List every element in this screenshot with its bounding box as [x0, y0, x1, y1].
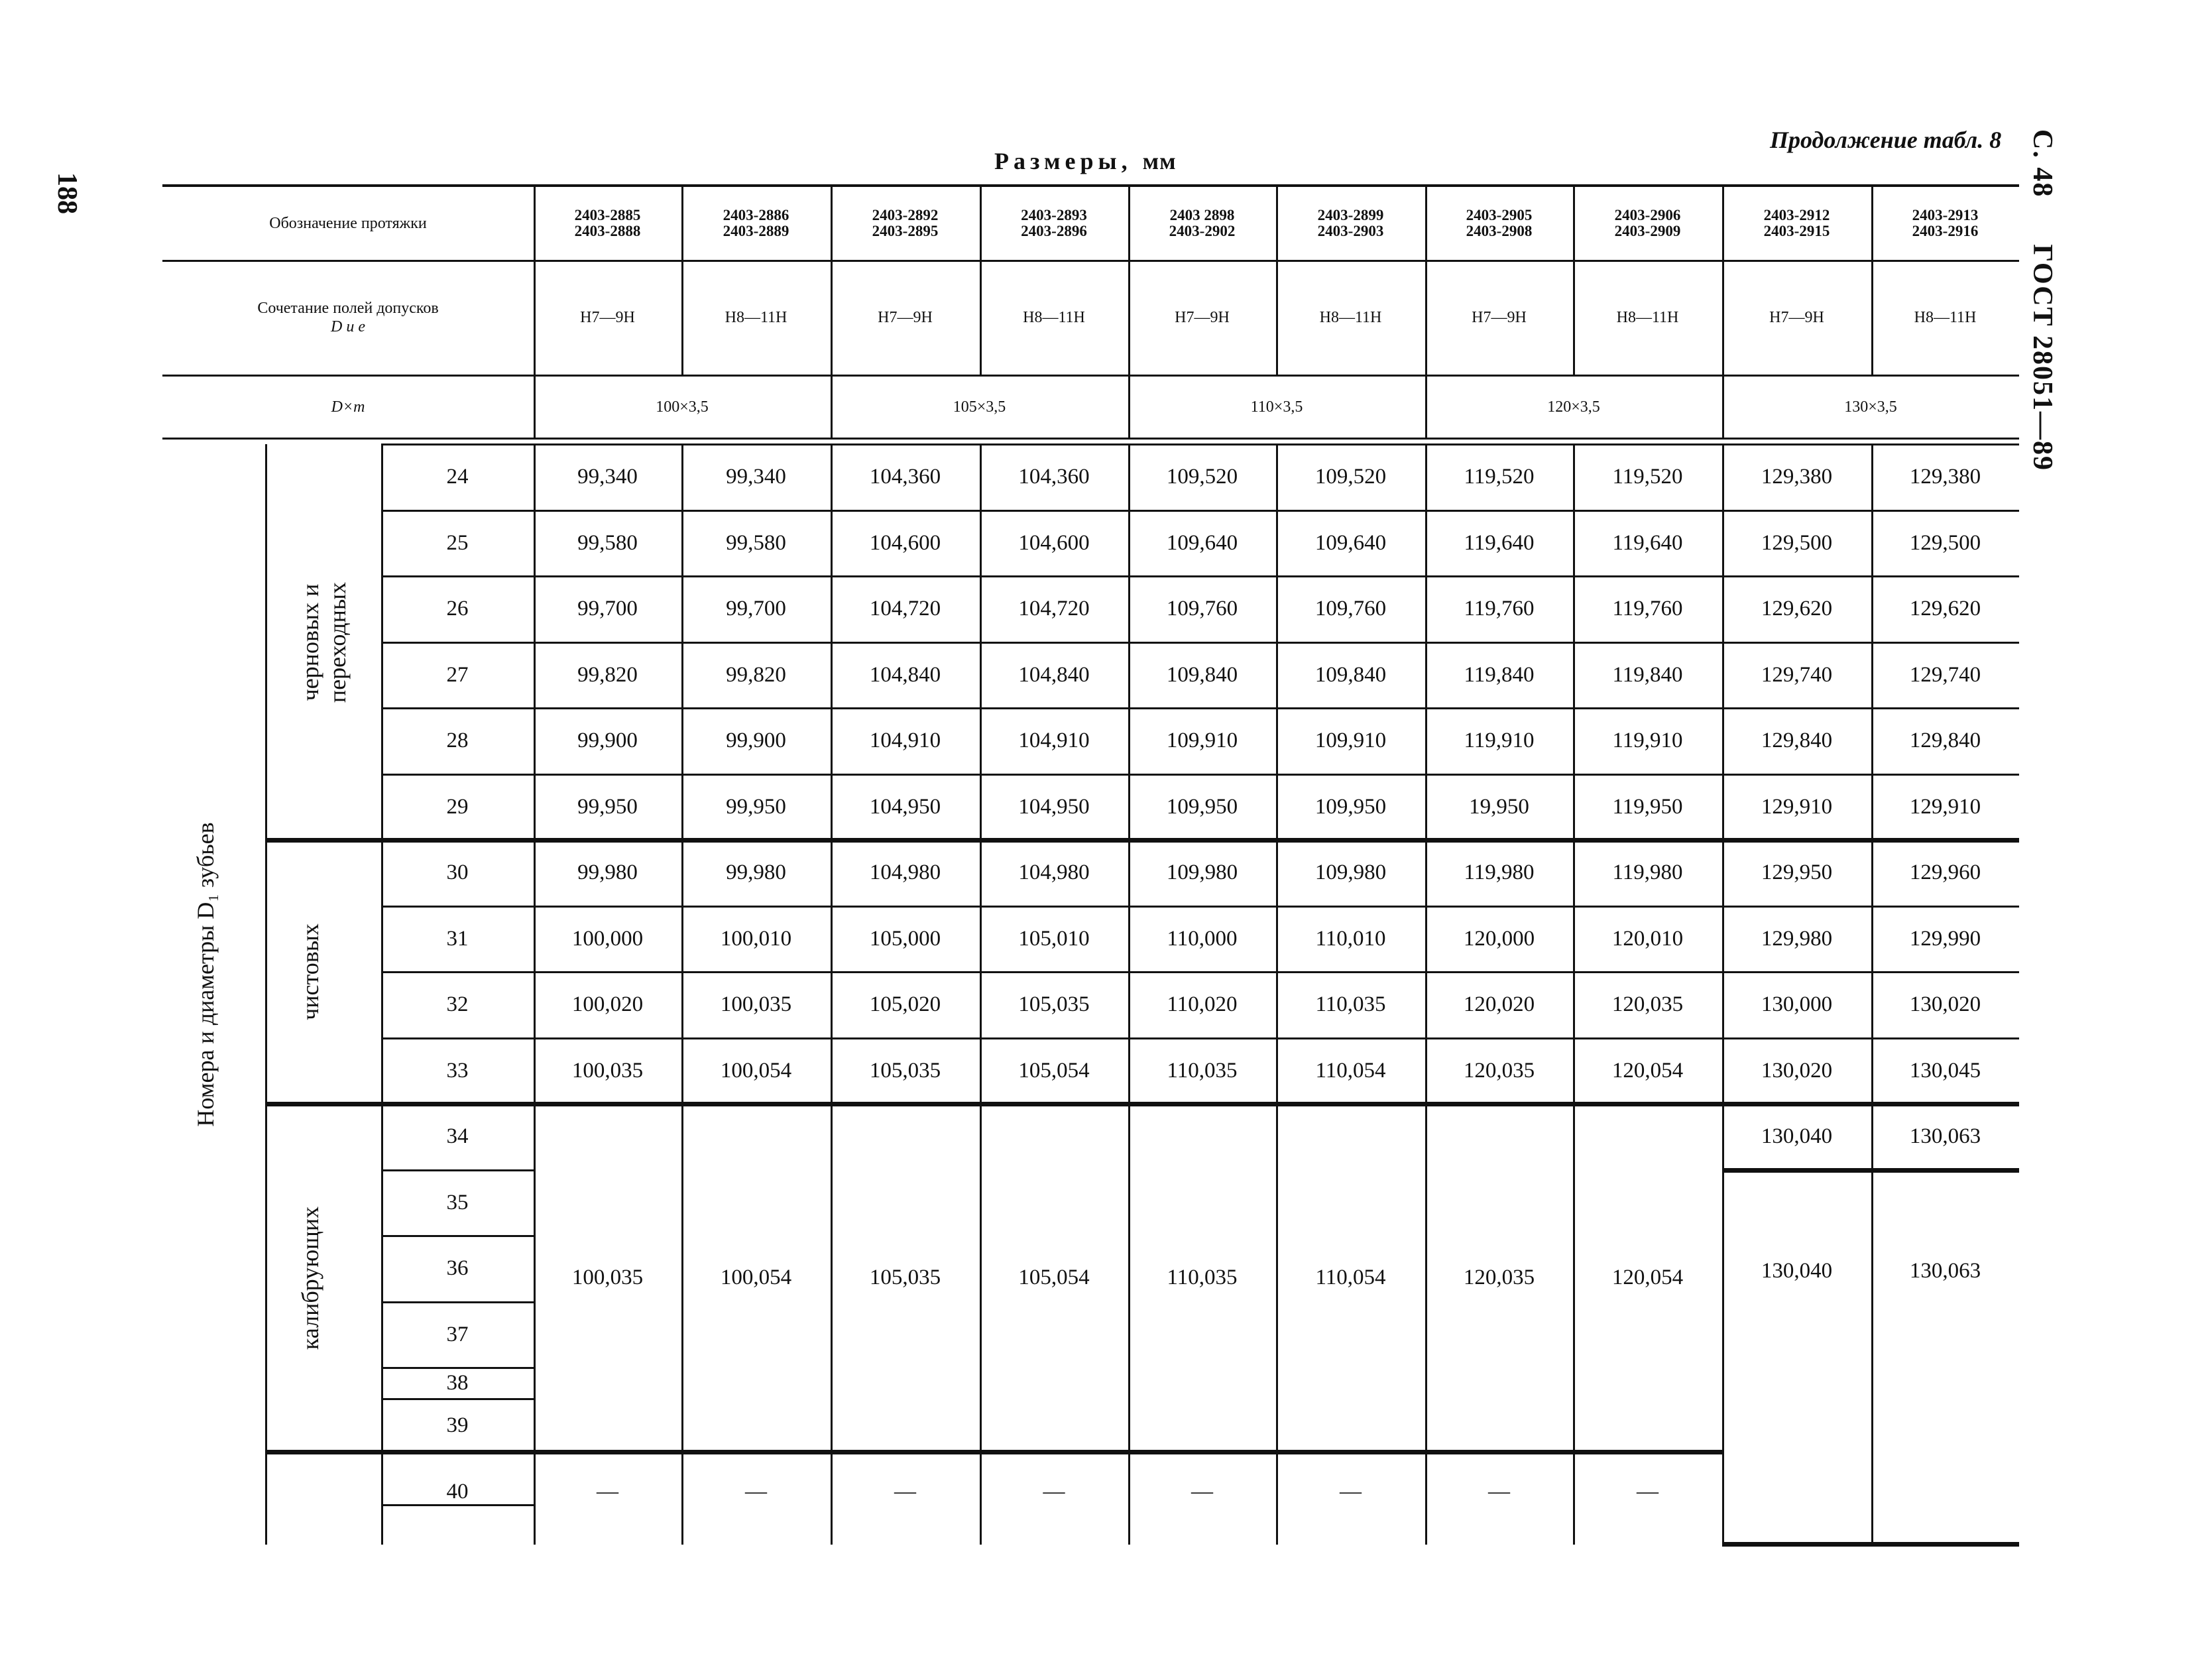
data-cell: 129,960 [1909, 860, 1981, 885]
data-cell: 104,910 [1018, 729, 1090, 753]
designation-label: Обозначение протяжки [269, 215, 427, 232]
data-cell: 120,035 [1611, 992, 1684, 1017]
data-cell: 105,020 [869, 992, 941, 1017]
tolerance-cell: H7—9H [1175, 308, 1230, 326]
sizes-label: Размеры, [994, 148, 1132, 174]
data-cell: 104,840 [869, 662, 941, 687]
data-cell: 100,000 [571, 926, 644, 951]
data-cell: 120,000 [1463, 926, 1535, 951]
row40-cell: — [1043, 1479, 1065, 1504]
data-cell: 104,600 [1018, 530, 1090, 555]
tolerance-cell: H8—11H [1319, 308, 1382, 326]
row40-cell: — [1340, 1479, 1362, 1504]
tooth-number: 24 [446, 465, 469, 489]
calibr-cell: 100,054 [720, 1266, 792, 1289]
designation-code-cell [1871, 187, 2019, 260]
data-cell: 99,700 [726, 597, 786, 621]
data-cell: 119,760 [1612, 597, 1683, 621]
calibr-cell: 120,035 [1463, 1266, 1535, 1289]
data-cell: 119,520 [1464, 465, 1535, 489]
data-cell: 104,720 [1018, 597, 1090, 621]
data-cell: 109,840 [1314, 662, 1387, 687]
data-cell: 129,840 [1909, 729, 1981, 753]
tolerance-cell: H7—9H [878, 308, 933, 326]
dxm-cell: 110×3,5 [1250, 398, 1303, 416]
data-cell: 109,910 [1314, 729, 1387, 753]
designation-code-cell [534, 187, 681, 260]
designation-code: 2403-2899 [1317, 206, 1384, 223]
tolerance-cell: H7—9H [1472, 308, 1527, 326]
designation-code: 2403-2895 [872, 223, 939, 239]
data-cell: 105,000 [869, 926, 941, 951]
tolerance-label [162, 260, 534, 375]
data-cell: 109,950 [1314, 794, 1387, 819]
group-rule-bold [265, 1102, 381, 1106]
row40-cell: — [1488, 1479, 1510, 1504]
tooth-number: 28 [446, 729, 469, 753]
gost-header [2026, 129, 2058, 518]
designation-code: 2403-2912 [1763, 206, 1830, 223]
data-cell: 119,840 [1612, 662, 1683, 687]
data-cell: 119,640 [1612, 530, 1683, 555]
data-cell: 100,035 [720, 992, 792, 1017]
data-cell: 109,520 [1166, 465, 1238, 489]
data-cell: 99,580 [726, 530, 786, 555]
designation-code-cell [1128, 187, 1276, 260]
data-cell: 130,045 [1909, 1058, 1981, 1083]
data-cell: 104,950 [869, 794, 941, 819]
tooth-number: 31 [446, 926, 469, 951]
designation-code: 2403 2898 [1169, 206, 1235, 223]
sizes-caption [994, 147, 1177, 175]
data-cell: 119,640 [1464, 530, 1535, 555]
designation-code: 2403-2916 [1912, 223, 1979, 239]
data-cell: 110,000 [1167, 926, 1238, 951]
data-cell: 104,600 [869, 530, 941, 555]
data-cell: 129,990 [1909, 926, 1981, 951]
dxm-cell: 130×3,5 [1844, 398, 1897, 416]
row40-cell: — [597, 1479, 618, 1504]
data-cell: 99,950 [577, 794, 638, 819]
dxm-cell: 120×3,5 [1547, 398, 1600, 416]
data-cell: 104,360 [869, 465, 941, 489]
data-cell: 105,010 [1018, 926, 1090, 951]
data-cell: 109,760 [1314, 597, 1387, 621]
tooth-number: 34 [446, 1124, 469, 1149]
data-cell: 110,054 [1315, 1058, 1386, 1083]
data-cell: 129,980 [1761, 926, 1833, 951]
page-number: 188 [52, 172, 82, 214]
data-cell: 129,740 [1909, 662, 1981, 687]
data-cell: 109,950 [1166, 794, 1238, 819]
data-cell: 130,063 [1909, 1124, 1981, 1149]
data-cell: 99,980 [726, 860, 786, 885]
group-rough-line: черновых и [296, 583, 323, 701]
data-cell: 129,620 [1761, 597, 1833, 621]
data-cell: 129,500 [1909, 530, 1981, 555]
tooth-number: 40 [446, 1479, 469, 1504]
tooth-number: 26 [446, 597, 469, 621]
data-cell: 130,020 [1761, 1058, 1833, 1083]
data-cell: 109,640 [1314, 530, 1387, 555]
data-cell: 99,580 [577, 530, 638, 555]
data-cell: 100,035 [571, 1058, 644, 1083]
data-cell: 105,035 [869, 1058, 941, 1083]
tolerance-cell: H8—11H [1023, 308, 1085, 326]
dxm-cell: 100×3,5 [656, 398, 709, 416]
data-cell: 129,380 [1909, 465, 1981, 489]
data-cell: 129,740 [1761, 662, 1833, 687]
data-cell: 109,980 [1166, 860, 1238, 885]
data-cell: 109,760 [1166, 597, 1238, 621]
data-cell: 129,500 [1761, 530, 1833, 555]
designation-code: 2403-2886 [723, 206, 789, 223]
data-cell: 100,020 [571, 992, 644, 1017]
data-cell: 99,820 [577, 662, 638, 687]
tooth-number: 36 [446, 1256, 469, 1281]
group-rough-line: переходных [323, 581, 351, 703]
tolerance-cell: H8—11H [1914, 308, 1977, 326]
side-title: Номера и диаметры D₁ зубьев [192, 822, 219, 1127]
dxm-cell: 105×3,5 [953, 398, 1006, 416]
data-cell: 119,950 [1612, 794, 1683, 819]
calibr-cell: 130,063 [1909, 1258, 1981, 1283]
designation-code-cell [1573, 187, 1722, 260]
data-cell: 99,900 [577, 729, 638, 753]
group-calibr: калибрующих [296, 1206, 323, 1350]
calibr-cell: 120,054 [1611, 1266, 1684, 1289]
last-cols-bottom-bold [1722, 1542, 2019, 1547]
tolerance-label-main: Сочетание полей допусков [257, 299, 439, 317]
tolerance-cell: H8—11H [1616, 308, 1679, 326]
designation-code: 2403-2893 [1021, 206, 1087, 223]
tolerance-cell: H8—11H [725, 308, 787, 326]
designation-code: 2403-2909 [1614, 223, 1681, 239]
tolerance-label-sub: D и e [331, 318, 365, 335]
data-cell: 100,054 [720, 1058, 792, 1083]
row40-cell: — [1191, 1479, 1213, 1504]
calibr-cell: 105,035 [869, 1266, 941, 1289]
calibr-cell: 130,040 [1761, 1258, 1833, 1283]
group-rough [297, 503, 357, 782]
data-cell: 110,035 [1315, 992, 1386, 1017]
continuation-label: Продолжение табл. 8 [1770, 127, 2002, 153]
data-cell: 110,020 [1167, 992, 1238, 1017]
tooth-number: 39 [446, 1413, 469, 1437]
tooth-number: 25 [446, 530, 469, 555]
designation-code-cell [831, 187, 980, 260]
gost-title: ГОСТ 28051—89 [2027, 244, 2058, 472]
data-cell: 129,840 [1761, 729, 1833, 753]
data-cell: 99,340 [726, 465, 786, 489]
data-cell: 109,640 [1166, 530, 1238, 555]
data-cell: 119,980 [1464, 860, 1535, 885]
data-cell: 120,010 [1611, 926, 1684, 951]
data-cell: 119,760 [1464, 597, 1535, 621]
data-cell: 109,520 [1314, 465, 1387, 489]
data-cell: 120,054 [1611, 1058, 1684, 1083]
data-cell: 129,910 [1761, 794, 1833, 819]
data-cell: 104,360 [1018, 465, 1090, 489]
row40-cell: — [894, 1479, 916, 1504]
designation-code: 2403-2892 [872, 206, 939, 223]
designation-code: 2403-2903 [1317, 223, 1384, 239]
group-rule-bold [265, 838, 381, 843]
data-cell: 104,980 [1018, 860, 1090, 885]
data-cell: 109,840 [1166, 662, 1238, 687]
designation-code: 2403-2885 [574, 206, 641, 223]
calibr-cell: 110,035 [1167, 1266, 1238, 1289]
designation-code: 2403-2888 [574, 223, 641, 239]
dxm-label: D×m [331, 398, 365, 416]
data-cell: 109,980 [1314, 860, 1387, 885]
calibr-cell: 100,035 [571, 1266, 644, 1289]
data-cell: 99,700 [577, 597, 638, 621]
data-cell: 99,950 [726, 794, 786, 819]
data-cell: 104,720 [869, 597, 941, 621]
tooth-number: 29 [446, 794, 469, 819]
data-cell: 120,020 [1463, 992, 1535, 1017]
gost-page: С. 48 [2027, 129, 2058, 198]
tooth-number: 30 [446, 860, 469, 885]
data-cell: 110,035 [1167, 1058, 1238, 1083]
tooth-number: 35 [446, 1190, 469, 1214]
data-cell: 99,820 [726, 662, 786, 687]
data-cell: 99,980 [577, 860, 638, 885]
data-cell: 129,910 [1909, 794, 1981, 819]
data-cell: 119,520 [1612, 465, 1683, 489]
data-cell: 130,040 [1761, 1124, 1833, 1149]
tooth-number: 37 [446, 1322, 469, 1346]
data-cell: 105,035 [1018, 992, 1090, 1017]
data-cell: 104,980 [869, 860, 941, 885]
data-cell: 120,035 [1463, 1058, 1535, 1083]
row40-cell: — [745, 1479, 767, 1504]
data-cell: 119,910 [1464, 729, 1535, 753]
calibr-cell: 105,054 [1018, 1266, 1090, 1289]
data-cell: 119,910 [1612, 729, 1683, 753]
calibr-rule-bold [265, 1450, 381, 1454]
data-cell: 130,000 [1761, 992, 1833, 1017]
data-cell: 99,340 [577, 465, 638, 489]
calibr-cell: 110,054 [1315, 1266, 1386, 1289]
designation-code: 2403-2902 [1169, 223, 1236, 239]
designation-code-cell [681, 187, 831, 260]
data-cell: 104,910 [869, 729, 941, 753]
tooth-number: 33 [446, 1058, 469, 1083]
designation-code-cell [980, 187, 1128, 260]
row40-cell: — [1637, 1479, 1659, 1504]
tooth-number: 27 [446, 662, 469, 687]
group-finish: чистовых [296, 923, 323, 1020]
data-cell: 110,010 [1315, 926, 1386, 951]
data-cell: 19,950 [1469, 794, 1529, 819]
data-cell: 100,010 [720, 926, 792, 951]
data-cell: 105,054 [1018, 1058, 1090, 1083]
tooth-number: 32 [446, 992, 469, 1017]
data-cell: 104,840 [1018, 662, 1090, 687]
designation-code: 2403-2889 [723, 223, 789, 239]
data-cell: 129,620 [1909, 597, 1981, 621]
designation-code: 2403-2905 [1466, 206, 1533, 223]
data-cell: 130,020 [1909, 992, 1981, 1017]
tooth-number: 38 [446, 1371, 469, 1395]
tolerance-cell: H7—9H [580, 308, 635, 326]
data-cell: 129,380 [1761, 465, 1833, 489]
designation-code-cell [1722, 187, 1871, 260]
designation-code: 2403-2913 [1912, 206, 1979, 223]
sizes-unit: мм [1142, 148, 1177, 174]
data-cell: 119,980 [1612, 860, 1683, 885]
data-cell: 109,910 [1166, 729, 1238, 753]
designation-code: 2403-2908 [1466, 223, 1533, 239]
data-cell: 119,840 [1464, 662, 1535, 687]
designation-code: 2403-2915 [1763, 223, 1830, 239]
tolerance-cell: H7—9H [1769, 308, 1824, 326]
designation-code-cell [1276, 187, 1425, 260]
designation-code: 2403-2906 [1614, 206, 1681, 223]
data-cell: 99,900 [726, 729, 786, 753]
designation-code: 2403-2896 [1021, 223, 1087, 239]
data-cell: 129,950 [1761, 860, 1833, 885]
designation-code-cell [1425, 187, 1573, 260]
body-left-rule [265, 444, 267, 1545]
data-cell: 104,950 [1018, 794, 1090, 819]
